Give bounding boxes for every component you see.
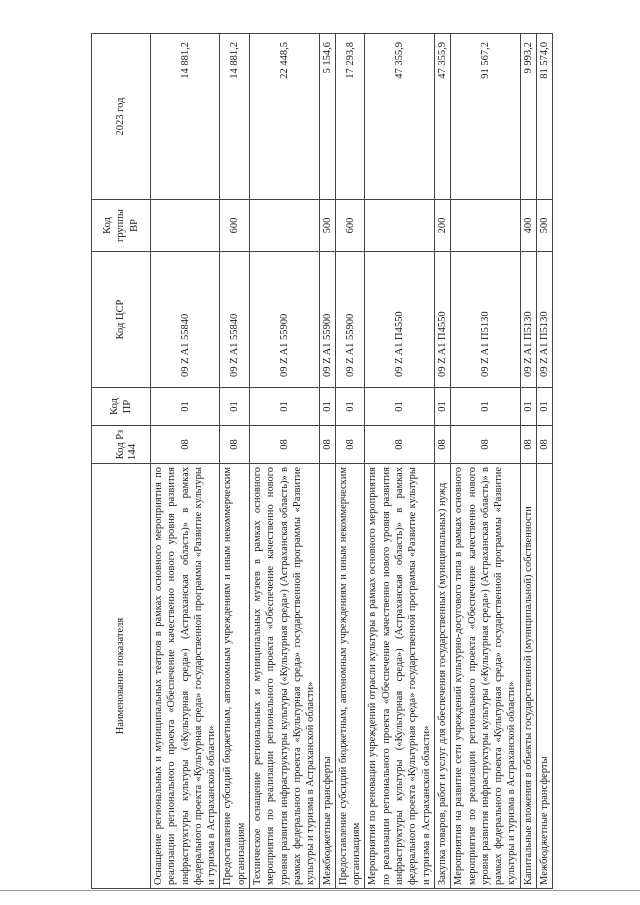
row-csr: 09 Z A1 П5130 (537, 252, 553, 388)
row-csr: 09 Z A1 П5130 (520, 252, 536, 388)
header-pr: Код ПР (92, 388, 151, 426)
row-csr: 09 Z A1 55900 (250, 252, 319, 388)
row-rz: 08 (434, 426, 450, 464)
row-vr: 600 (220, 200, 250, 252)
row-vr: 500 (319, 200, 335, 252)
row-rz: 08 (151, 426, 220, 464)
row-name: Предоставление субсидий бюджетным, автономным учреждениям и иным некоммерческим организациям (220, 464, 250, 889)
row-csr: 09 Z A1 П5130 (451, 252, 520, 388)
row-rz: 08 (220, 426, 250, 464)
header-year: 2023 год (92, 34, 151, 200)
table-row (434, 34, 450, 889)
row-vr: 400 (520, 200, 536, 252)
row-csr: 09 Z A1 55900 (335, 252, 365, 388)
page-number: 144 (126, 443, 138, 461)
row-vr (365, 200, 434, 252)
row-sum: 17 293,8 (335, 34, 365, 200)
row-pr: 01 (537, 388, 553, 426)
row-sum: 47 355,9 (365, 34, 434, 200)
scan-edge-line (0, 890, 640, 891)
row-pr: 01 (220, 388, 250, 426)
header-name: Наименование показателя (92, 464, 151, 889)
row-pr: 01 (250, 388, 319, 426)
row-pr: 01 (319, 388, 335, 426)
row-pr: 01 (520, 388, 536, 426)
row-rz: 08 (365, 426, 434, 464)
row-rz: 08 (319, 426, 335, 464)
row-name: Мероприятия на развитие сети учреждений культурно-досугового типа в рамках основного мероприятия по реализации регионального проекта «Обеспечение качественно нового уровня развития инфраструктуры культуры («Культурная среда») (Астраханская область)» в рамках федерального проекта «Культурная среда» государственной программы «Развитие культуры и туризма в Астраханской области» (451, 464, 520, 889)
table-row (537, 34, 553, 889)
row-rz: 08 (537, 426, 553, 464)
row-rz: 08 (335, 426, 365, 464)
row-csr: 09 Z A1 55900 (319, 252, 335, 388)
row-pr: 01 (151, 388, 220, 426)
table-row (151, 34, 220, 889)
row-rz: 08 (520, 426, 536, 464)
row-vr (250, 200, 319, 252)
row-name: Межбюджетные трансферты (537, 464, 553, 889)
row-sum: 47 355,9 (434, 34, 450, 200)
budget-table-container (91, 34, 599, 889)
table-row (220, 34, 250, 889)
row-name: Капитальные вложения в объекты государственной (муниципальной) собственности (520, 464, 536, 889)
row-sum: 14 881,2 (220, 34, 250, 200)
header-vr: Код группы ВР (92, 200, 151, 252)
table-row (365, 34, 434, 889)
row-vr (151, 200, 220, 252)
table-header-row (92, 34, 151, 889)
row-rz: 08 (250, 426, 319, 464)
row-name: Предоставление субсидий бюджетным, автономным учреждениям и иным некоммерческим организациям (335, 464, 365, 889)
row-vr (451, 200, 520, 252)
row-sum: 14 881,2 (151, 34, 220, 200)
table-row (335, 34, 365, 889)
row-vr: 600 (335, 200, 365, 252)
row-pr: 01 (365, 388, 434, 426)
row-sum: 81 574,0 (537, 34, 553, 200)
row-sum: 9 993,2 (520, 34, 536, 200)
row-csr: 09 Z A1 55840 (151, 252, 220, 388)
table-row (319, 34, 335, 889)
row-name: Оснащение региональных и муниципальных театров в рамках основного мероприятия по реализации регионального проекта «Обеспечение качественно нового уровня развития инфраструктуры культуры («Культурная среда») (Астраханская область)» в рамках федерального проекта «Культурная среда» государственной программы «Развитие культуры и туризма в Астраханской области» (151, 464, 220, 889)
row-name: Техническое оснащение региональных и муниципальных музеев в рамках основного мероприятия по реализации регионального проекта «Обеспечение качественно нового уровня развития инфраструктуры культуры («Культурная среда») (Астраханская область)» в рамках федерального проекта «Культурная среда» государственной программы «Развитие культуры и туризма в Астраханской области» (250, 464, 319, 889)
row-pr: 01 (335, 388, 365, 426)
header-rz: Код Рз (92, 426, 151, 464)
header-csr: Код ЦСР (92, 252, 151, 388)
row-sum: 91 567,2 (451, 34, 520, 200)
row-pr: 01 (451, 388, 520, 426)
table-row (250, 34, 319, 889)
row-name: Межбюджетные трансферты (319, 464, 335, 889)
row-sum: 22 448,5 (250, 34, 319, 200)
row-sum: 5 154,6 (319, 34, 335, 200)
row-csr: 09 Z A1 П4550 (434, 252, 450, 388)
row-pr: 01 (434, 388, 450, 426)
row-vr: 500 (537, 200, 553, 252)
row-name: Мероприятия по реновации учреждений отрасли культуры в рамках основного мероприятия по реализации регионального проекта «Обеспечение качественно нового уровня развития инфраструктуры культуры («Культурная среда») (Астраханская область)» в рамках федерального проекта «Культурная среда» государственной программы «Развитие культуры и туризма в Астраханской области» (365, 464, 434, 889)
table-row (451, 34, 520, 889)
row-name: Закупка товаров, работ и услуг для обеспечения государственных (муниципальных) нужд (434, 464, 450, 889)
row-csr: 09 Z A1 П4550 (365, 252, 434, 388)
table-row (520, 34, 536, 889)
row-vr: 200 (434, 200, 450, 252)
row-rz: 08 (451, 426, 520, 464)
budget-table (91, 33, 553, 889)
row-csr: 09 Z A1 55840 (220, 252, 250, 388)
